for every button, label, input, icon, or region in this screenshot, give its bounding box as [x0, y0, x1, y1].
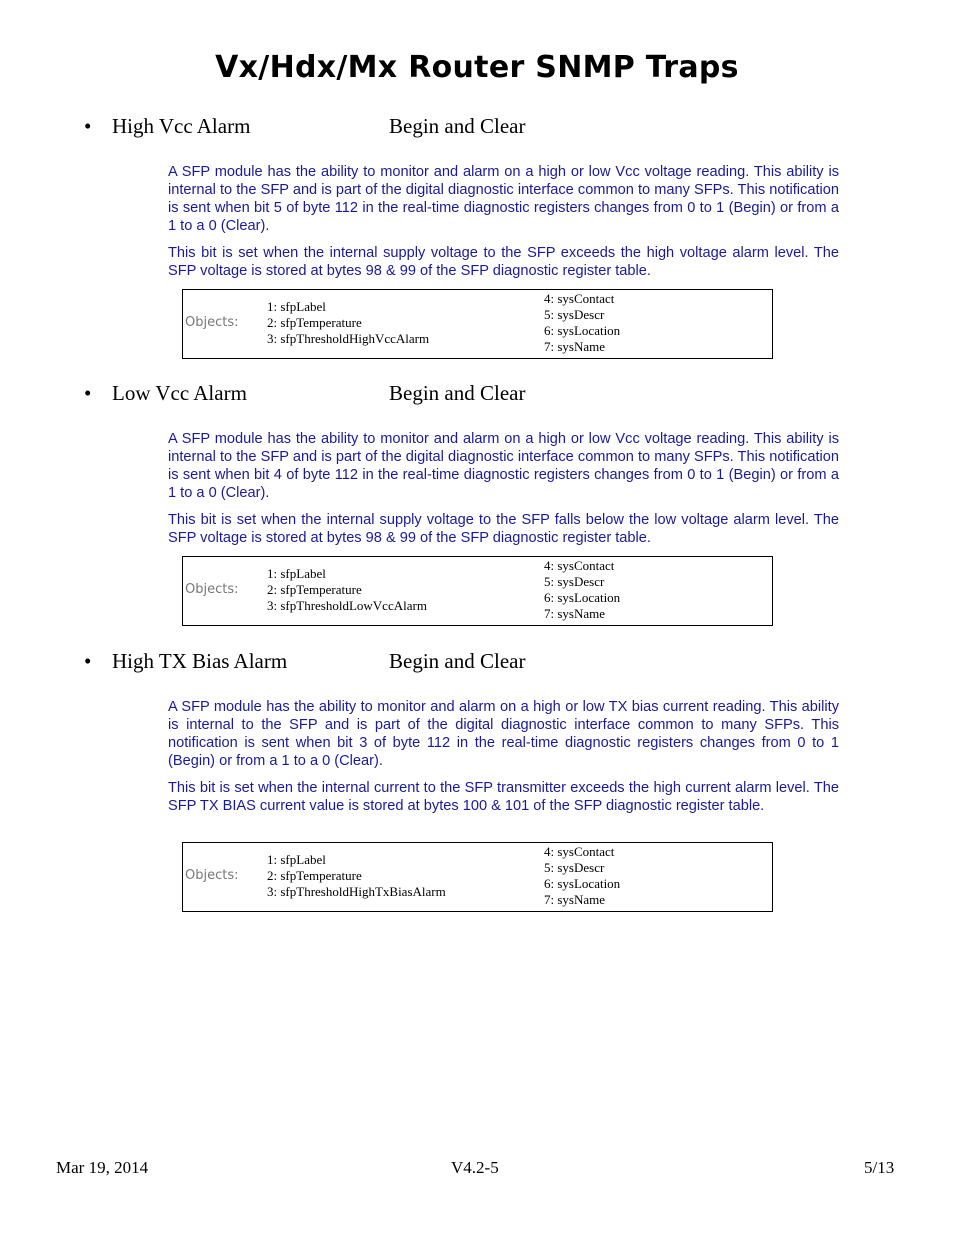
object-item: 5: sysDescr: [544, 860, 605, 875]
object-item: 7: sysName: [544, 892, 606, 907]
object-item: 6: sysLocation: [544, 590, 621, 605]
object-item: 6: sysLocation: [544, 323, 621, 338]
trap-heading: [84, 381, 526, 407]
objects-list-left: [267, 852, 446, 900]
objects-list-left: [267, 299, 429, 347]
trap-name: High TX Bias Alarm: [112, 649, 288, 673]
object-item: 4: sysContact: [544, 558, 615, 573]
objects-list-right: [544, 291, 620, 355]
trap-name: Low Vcc Alarm: [112, 381, 247, 405]
objects-table: [182, 842, 773, 912]
object-item: 6: sysLocation: [544, 876, 621, 891]
object-item: 1: sfpLabel: [267, 299, 326, 314]
object-item: 5: sysDescr: [544, 307, 605, 322]
objects-label: Objects:: [185, 868, 239, 883]
objects-list-right: [544, 558, 620, 622]
object-item: 5: sysDescr: [544, 574, 605, 589]
object-item: 2: sfpTemperature: [267, 315, 362, 330]
object-item: 3: sfpThresholdLowVccAlarm: [267, 598, 427, 613]
bullet-icon: •: [84, 114, 92, 138]
object-item: 3: sfpThresholdHighVccAlarm: [267, 331, 430, 346]
trap-kind: Begin and Clear: [389, 114, 526, 138]
page-title: Vx/Hdx/Mx Router SNMP Traps: [215, 50, 739, 85]
trap-description: A SFP module has the ability to monitor and alarm on a high or low TX bias current reading. This ability is internal to the SFP and is part of the digital diagnostic interface common to many SFPs. This notification is sent when bit 3 of byte 112 in the real-time diagnostic registers changes from 0 to 1 (Begin) or from a 1 to a 0 (Clear).: [168, 699, 839, 769]
footer-version: V4.2-5: [451, 1158, 499, 1177]
object-item: 7: sysName: [544, 606, 606, 621]
object-item: 2: sfpTemperature: [267, 868, 362, 883]
footer-page-number: 5/13: [864, 1158, 895, 1177]
trap-heading: [84, 114, 526, 140]
trap-kind: Begin and Clear: [389, 381, 526, 405]
trap-kind: Begin and Clear: [389, 649, 526, 673]
trap-description: This bit is set when the internal supply voltage to the SFP exceeds the high voltage alarm level. The SFP voltage is stored at bytes 98 & 99 of the SFP diagnostic register table.: [168, 245, 839, 279]
footer-date: Mar 19, 2014: [56, 1158, 149, 1177]
objects-label: Objects:: [185, 315, 239, 330]
objects-label: Objects:: [185, 582, 239, 597]
trap-heading: [84, 649, 526, 675]
object-item: 4: sysContact: [544, 844, 615, 859]
object-item: 7: sysName: [544, 339, 606, 354]
object-item: 4: sysContact: [544, 291, 615, 306]
objects-list-left: [267, 566, 427, 614]
bullet-icon: •: [84, 381, 92, 405]
object-item: 3: sfpThresholdHighTxBiasAlarm: [267, 884, 446, 899]
trap-description: This bit is set when the internal supply voltage to the SFP falls below the low voltage alarm level. The SFP voltage is stored at bytes 98 & 99 of the SFP diagnostic register table.: [168, 512, 839, 546]
trap-description: This bit is set when the internal current to the SFP transmitter exceeds the high current alarm level. The SFP TX BIAS current value is stored at bytes 100 & 101 of the SFP diagnostic register table.: [168, 780, 839, 814]
bullet-icon: •: [84, 649, 92, 673]
object-item: 2: sfpTemperature: [267, 582, 362, 597]
object-item: 1: sfpLabel: [267, 852, 326, 867]
objects-list-right: [544, 844, 620, 908]
object-item: 1: sfpLabel: [267, 566, 326, 581]
objects-table: [182, 289, 773, 359]
objects-table: [182, 556, 773, 626]
trap-description: A SFP module has the ability to monitor and alarm on a high or low Vcc voltage reading. This ability is internal to the SFP and is part of the digital diagnostic interface common to many SFPs. This notification is sent when bit 5 of byte 112 in the real-time diagnostic registers changes from 0 to 1 (Begin) or from a 1 to a 0 (Clear).: [168, 164, 839, 234]
trap-description: A SFP module has the ability to monitor and alarm on a high or low Vcc voltage reading. This ability is internal to the SFP and is part of the digital diagnostic interface common to many SFPs. This notification is sent when bit 4 of byte 112 in the real-time diagnostic registers changes from 0 to 1 (Begin) or from a 1 to a 0 (Clear).: [168, 431, 839, 501]
trap-name: High Vcc Alarm: [112, 114, 251, 138]
